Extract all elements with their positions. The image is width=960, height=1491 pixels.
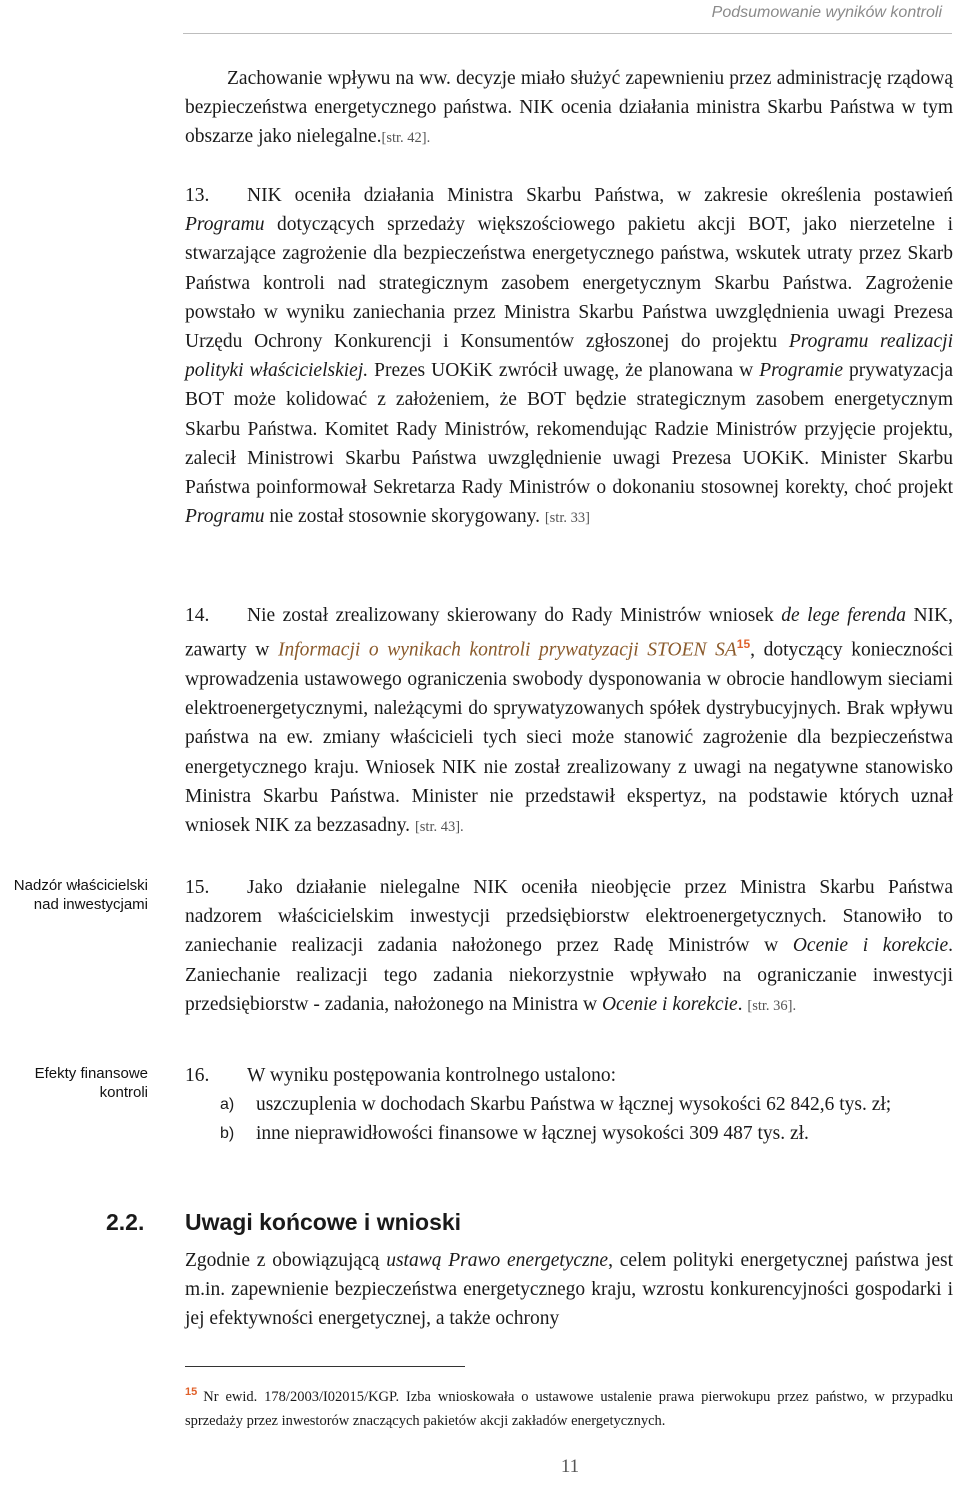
p13-italic-2: Programu realizacji polityki właścicielskiej. [185,331,953,382]
p13-italic-3: Programie [759,360,844,382]
paragraph-16 [185,1061,953,1149]
paragraph-14 [185,601,953,842]
page-ref: [str. 36]. [747,997,797,1014]
section-paragraph [185,1246,953,1334]
paragraph-number: 15. [185,877,210,898]
p15-text-3: . [737,993,743,1015]
margin-note-nadzor: Nadzór właścicielski nad inwestycjami [13,877,148,913]
list-item [185,1119,953,1148]
running-header-title: Podsumowanie wyników kontroli [711,4,942,21]
p13-text-2: dotyczących sprzedaży większościowego pakietu akcji BOT, jako nierzetelne i stwarzające zagrożenie dla bezpieczeństwa energetycznego państwa, wskutek utraty przez Skarb Państwa kontroli nad strategicznym zasobem energetycznym Skarbu Państwa. Zagrożenie powstało w wyniku zaniechania przez Ministra Skarbu Państwa uwzględnienia uwagi Prezesa Urzędu Ochrony Konkurencji i Konsumentów zgłoszonej do projektu [185,214,953,353]
header-rule [183,33,952,34]
paragraph-number: 16. [185,1065,210,1086]
margin-note-efekty: Efekty finansowe kontroli [34,1065,148,1101]
list-marker: a) [220,1096,235,1114]
list-item-text: uszczuplenia w dochodach Skarbu Państwa w łącznej wysokości 62 842,6 tys. zł; [256,1094,892,1116]
p13-text-3: Prezes UOKiK zwrócił uwagę, że planowana w [368,360,760,382]
p14-italic-1: de lege ferenda [781,605,906,626]
footnote-reference[interactable]: 15 [736,637,751,652]
p13-italic-1: Programu [185,214,265,236]
p13-text-1: NIK oceniła działania Ministra Skarbu Państwa, w zakresie określenia postawień [247,185,953,206]
intro-text: Zachowanie wpływu na ww. decyzje miało służyć zapewnieniu przez administrację rządową bezpieczeństwa energetycznego państwa. NIK ocenia działania ministra Skarbu Państwa w tym obszarze jako nielegalne. [185,68,953,148]
footnote-text: Nr ewid. 178/2003/I02015/KGP. Izba wnioskowała o ustawowe ustalenie prawa pierwokupu przez państwo, w przypadku sprzedaży przez inwestorów znaczących pakietów akcji zakładów energetycznych. [185,1388,953,1429]
report-title-link: Informacji o wynikach kontroli prywatyzacji STOEN SA [277,639,737,661]
list-marker: b) [220,1125,235,1143]
list-item [185,1090,953,1119]
p14-text-1: Nie został zrealizowany skierowany do Rady Ministrów wniosek [247,605,782,626]
p14-text-3: , dotyczący konieczności wprowadzenia ustawowego ograniczenia swobody dysponowania w obrocie handlowym sieciami elektroenergetycznymi, należącymi do sprywatyzowanych spółek dystrybucyjnych. Brak wpływu państwa na ew. zmiany właścicieli tych sieci może stanowić zagrożenie dla bezpieczeństwa energetycznego kraju. Wniosek NIK nie został zrealizowany z uwagi na negatywne stanowisko Ministra Skarbu Państwa. Minister nie przedstawił ekspertyz, na podstawie których uznał wniosek NIK za bezzasadny. [185,639,953,836]
intro-paragraph [185,64,953,154]
p15-text-2: . Zaniechanie realizacji tego zadania niekorzystnie wpływało na ograniczanie inwestycji przedsiębiorstw - zadania, nałożonego na Ministra w [185,935,953,1015]
p13-text-4: prywatyzacja BOT może kolidować z założeniem, że BOT będzie strategicznym zasobem energetycznym Skarbu Państwa. Komitet Rady Ministrów, rekomendując Radzie Ministrów przyjęcie projektu, zalecił Ministrowi Skarbu Państwa uwzględnienie uwagi Prezesa UOKiK. Minister Skarbu Państwa poinformował Sekretarza Rady Ministrów o dokonaniu stosownej korekty, choć projekt [185,360,953,499]
footnote-rule [185,1366,465,1367]
paragraph-number: 14. [185,605,210,626]
p13-italic-4: Programu [185,506,265,528]
page-number: 11 [560,1456,580,1477]
paragraph-number: 13. [185,185,210,206]
p15-italic-1: Ocenie i korekcie [792,935,949,957]
page-ref: [str. 42]. [381,130,431,147]
p16-lead: W wyniku postępowania kontrolnego ustalono: [247,1065,617,1086]
p15-text-1: Jako działanie nielegalne NIK oceniła nieobjęcie przez Ministra Skarbu Państwa nadzorem właścicielskim inwestycji przedsiębiorstw elektroenergetycznych. Stanowiło to zaniechanie realizacji zadania nałożonego przez Radę Ministrów w [185,877,953,957]
section-number: 2.2. [106,1209,145,1235]
section-title: Uwagi końcowe i wnioski [185,1209,462,1235]
footnote-mark: 15 [185,1386,198,1398]
section-italic-1: ustawą Prawo energetyczne [386,1250,609,1271]
section-text-2: , celem polityki energetycznej państwa jest m.in. zapewnienie bezpieczeństwa energetycznego kraju, wzrostu konkurencyjności gospodarki i jej efektywności energetycznej, a także ochrony [185,1250,953,1330]
p15-italic-2: Ocenie i korekcie [601,993,738,1015]
page-ref: [str. 33] [544,510,590,527]
paragraph-13 [185,181,953,533]
section-text-1: Zgodnie z obowiązującą [185,1250,387,1271]
page-ref: [str. 43]. [414,818,464,835]
page-header [0,0,960,36]
list-item-text: inne nieprawidłowości finansowe w łącznej wysokości 309 487 tys. zł. [256,1123,809,1145]
footnote [185,1380,953,1433]
paragraph-15 [185,873,953,1021]
p14-text-2: NIK, zawarty w [185,605,953,661]
p13-text-5: nie został stosownie skorygowany. [264,506,540,528]
